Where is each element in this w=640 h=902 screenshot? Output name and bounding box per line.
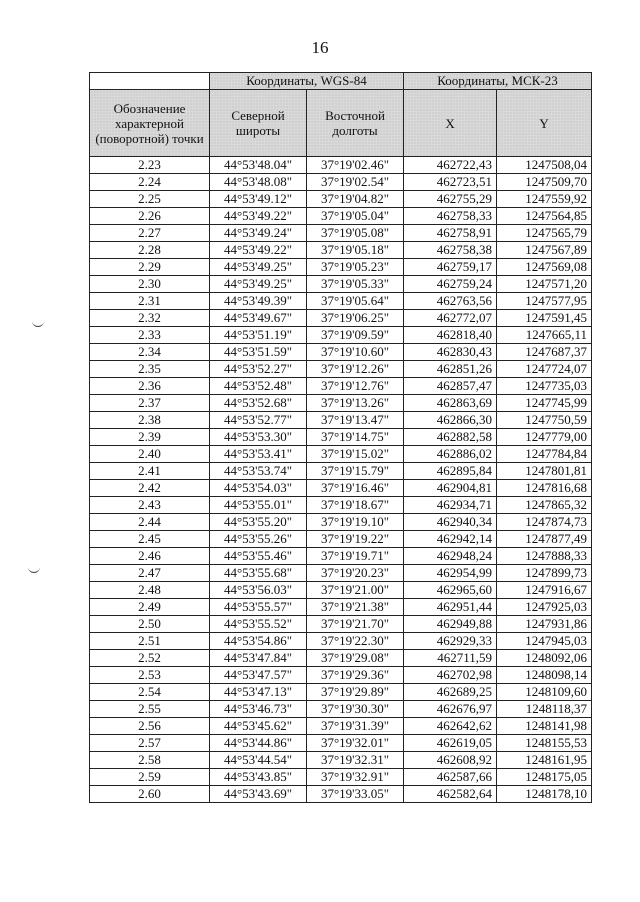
longitude-cell: 37°19'16.46": [307, 480, 404, 497]
y-cell: 1247559,92: [497, 191, 592, 208]
header-x: X: [404, 90, 497, 157]
x-cell: 462582,64: [404, 786, 497, 803]
longitude-cell: 37°19'04.82": [307, 191, 404, 208]
point-id-cell: 2.51: [90, 633, 210, 650]
x-cell: 462759,17: [404, 259, 497, 276]
y-cell: 1248092,06: [497, 650, 592, 667]
point-id-cell: 2.45: [90, 531, 210, 548]
y-cell: 1248175,05: [497, 769, 592, 786]
latitude-cell: 44°53'52.77": [210, 412, 307, 429]
x-cell: 462830,43: [404, 344, 497, 361]
latitude-cell: 44°53'55.01": [210, 497, 307, 514]
point-id-cell: 2.50: [90, 616, 210, 633]
latitude-cell: 44°53'52.27": [210, 361, 307, 378]
latitude-cell: 44°53'48.08": [210, 174, 307, 191]
latitude-cell: 44°53'52.68": [210, 395, 307, 412]
y-cell: 1247724,07: [497, 361, 592, 378]
point-id-cell: 2.57: [90, 735, 210, 752]
latitude-cell: 44°53'49.24": [210, 225, 307, 242]
x-cell: 462886,02: [404, 446, 497, 463]
header-blank-cell: [90, 73, 210, 90]
x-cell: 462758,38: [404, 242, 497, 259]
longitude-cell: 37°19'02.54": [307, 174, 404, 191]
point-id-cell: 2.55: [90, 701, 210, 718]
latitude-cell: 44°53'53.74": [210, 463, 307, 480]
binder-hole-mark: [32, 320, 44, 327]
y-cell: 1247591,45: [497, 310, 592, 327]
latitude-cell: 44°53'43.69": [210, 786, 307, 803]
latitude-cell: 44°53'49.12": [210, 191, 307, 208]
table-row: [90, 259, 592, 276]
x-cell: 462772,07: [404, 310, 497, 327]
point-id-cell: 2.54: [90, 684, 210, 701]
longitude-cell: 37°19'05.33": [307, 276, 404, 293]
header-north-latitude: Северной широты: [210, 90, 307, 157]
point-id-cell: 2.36: [90, 378, 210, 395]
point-id-cell: 2.41: [90, 463, 210, 480]
latitude-cell: 44°53'46.73": [210, 701, 307, 718]
table-row: [90, 684, 592, 701]
x-cell: 462965,60: [404, 582, 497, 599]
y-cell: 1248118,37: [497, 701, 592, 718]
point-id-cell: 2.23: [90, 157, 210, 174]
latitude-cell: 44°53'49.22": [210, 208, 307, 225]
point-id-cell: 2.49: [90, 599, 210, 616]
longitude-cell: 37°19'05.18": [307, 242, 404, 259]
y-cell: 1248098,14: [497, 667, 592, 684]
table-body: [90, 157, 592, 803]
latitude-cell: 44°53'49.25": [210, 259, 307, 276]
x-cell: 462942,14: [404, 531, 497, 548]
table-row: [90, 786, 592, 803]
x-cell: 462722,43: [404, 157, 497, 174]
header-group-msk23: Координаты, МСК-23: [404, 73, 592, 90]
point-id-cell: 2.42: [90, 480, 210, 497]
latitude-cell: 44°53'47.57": [210, 667, 307, 684]
longitude-cell: 37°19'05.64": [307, 293, 404, 310]
x-cell: 462866,30: [404, 412, 497, 429]
table-row: [90, 191, 592, 208]
point-id-cell: 2.35: [90, 361, 210, 378]
point-id-cell: 2.24: [90, 174, 210, 191]
x-cell: 462759,24: [404, 276, 497, 293]
x-cell: 462619,05: [404, 735, 497, 752]
longitude-cell: 37°19'18.67": [307, 497, 404, 514]
latitude-cell: 44°53'48.04": [210, 157, 307, 174]
longitude-cell: 37°19'19.71": [307, 548, 404, 565]
page-number: 16: [311, 38, 329, 57]
y-cell: 1247509,70: [497, 174, 592, 191]
longitude-cell: 37°19'05.23": [307, 259, 404, 276]
y-cell: 1248161,95: [497, 752, 592, 769]
x-cell: 462676,97: [404, 701, 497, 718]
coordinates-table: [89, 72, 592, 803]
binder-hole-mark: [28, 566, 40, 573]
longitude-cell: 37°19'13.26": [307, 395, 404, 412]
x-cell: 462940,34: [404, 514, 497, 531]
x-cell: 462954,99: [404, 565, 497, 582]
longitude-cell: 37°19'10.60": [307, 344, 404, 361]
point-id-cell: 2.48: [90, 582, 210, 599]
table-row: [90, 650, 592, 667]
point-id-cell: 2.26: [90, 208, 210, 225]
y-cell: 1248109,60: [497, 684, 592, 701]
longitude-cell: 37°19'05.04": [307, 208, 404, 225]
point-id-cell: 2.37: [90, 395, 210, 412]
y-cell: 1247567,89: [497, 242, 592, 259]
x-cell: 462642,62: [404, 718, 497, 735]
longitude-cell: 37°19'30.30": [307, 701, 404, 718]
latitude-cell: 44°53'55.46": [210, 548, 307, 565]
x-cell: 462951,44: [404, 599, 497, 616]
point-id-cell: 2.40: [90, 446, 210, 463]
y-cell: 1248155,53: [497, 735, 592, 752]
header-y: Y: [497, 90, 592, 157]
table-row: [90, 514, 592, 531]
x-cell: 462755,29: [404, 191, 497, 208]
y-cell: 1247750,59: [497, 412, 592, 429]
x-cell: 462818,40: [404, 327, 497, 344]
latitude-cell: 44°53'55.52": [210, 616, 307, 633]
point-id-cell: 2.53: [90, 667, 210, 684]
longitude-cell: 37°19'21.00": [307, 582, 404, 599]
longitude-cell: 37°19'02.46": [307, 157, 404, 174]
point-id-cell: 2.46: [90, 548, 210, 565]
table-row: [90, 446, 592, 463]
point-id-cell: 2.39: [90, 429, 210, 446]
longitude-cell: 37°19'13.47": [307, 412, 404, 429]
longitude-cell: 37°19'29.08": [307, 650, 404, 667]
latitude-cell: 44°53'55.20": [210, 514, 307, 531]
table-row: [90, 701, 592, 718]
latitude-cell: 44°53'56.03": [210, 582, 307, 599]
x-cell: 462934,71: [404, 497, 497, 514]
point-id-cell: 2.25: [90, 191, 210, 208]
point-id-cell: 2.43: [90, 497, 210, 514]
latitude-cell: 44°53'53.30": [210, 429, 307, 446]
point-id-cell: 2.56: [90, 718, 210, 735]
longitude-cell: 37°19'05.08": [307, 225, 404, 242]
point-id-cell: 2.44: [90, 514, 210, 531]
table-row: [90, 276, 592, 293]
x-cell: 462689,25: [404, 684, 497, 701]
point-id-cell: 2.32: [90, 310, 210, 327]
point-id-cell: 2.38: [90, 412, 210, 429]
point-id-cell: 2.28: [90, 242, 210, 259]
point-id-cell: 2.30: [90, 276, 210, 293]
table-row: [90, 463, 592, 480]
y-cell: 1248178,10: [497, 786, 592, 803]
latitude-cell: 44°53'47.13": [210, 684, 307, 701]
header-east-longitude: Восточной долготы: [307, 90, 404, 157]
header-point-designation: Обозначение характерной (поворотной) точки: [90, 90, 210, 157]
longitude-cell: 37°19'21.38": [307, 599, 404, 616]
latitude-cell: 44°53'51.59": [210, 344, 307, 361]
point-id-cell: 2.60: [90, 786, 210, 803]
point-id-cell: 2.34: [90, 344, 210, 361]
table-row: [90, 769, 592, 786]
y-cell: 1247565,79: [497, 225, 592, 242]
y-cell: 1247816,68: [497, 480, 592, 497]
y-cell: 1247564,85: [497, 208, 592, 225]
latitude-cell: 44°53'54.03": [210, 480, 307, 497]
table-row: [90, 582, 592, 599]
table-row: [90, 633, 592, 650]
table-row: [90, 429, 592, 446]
table-row: [90, 310, 592, 327]
latitude-cell: 44°53'52.48": [210, 378, 307, 395]
longitude-cell: 37°19'32.31": [307, 752, 404, 769]
latitude-cell: 44°53'53.41": [210, 446, 307, 463]
latitude-cell: 44°53'44.54": [210, 752, 307, 769]
table-row: [90, 599, 592, 616]
x-cell: 462758,33: [404, 208, 497, 225]
x-cell: 462857,47: [404, 378, 497, 395]
y-cell: 1247735,03: [497, 378, 592, 395]
longitude-cell: 37°19'15.79": [307, 463, 404, 480]
longitude-cell: 37°19'29.36": [307, 667, 404, 684]
x-cell: 462702,98: [404, 667, 497, 684]
longitude-cell: 37°19'15.02": [307, 446, 404, 463]
table-row: [90, 735, 592, 752]
latitude-cell: 44°53'55.26": [210, 531, 307, 548]
latitude-cell: 44°53'43.85": [210, 769, 307, 786]
table-row: [90, 412, 592, 429]
longitude-cell: 37°19'14.75": [307, 429, 404, 446]
x-cell: 462608,92: [404, 752, 497, 769]
y-cell: 1247888,33: [497, 548, 592, 565]
table-row: [90, 157, 592, 174]
y-cell: 1247865,32: [497, 497, 592, 514]
longitude-cell: 37°19'12.76": [307, 378, 404, 395]
latitude-cell: 44°53'51.19": [210, 327, 307, 344]
header-group-wgs84: Координаты, WGS-84: [210, 73, 404, 90]
latitude-cell: 44°53'49.22": [210, 242, 307, 259]
point-id-cell: 2.58: [90, 752, 210, 769]
longitude-cell: 37°19'33.05": [307, 786, 404, 803]
x-cell: 462758,91: [404, 225, 497, 242]
table-row: [90, 667, 592, 684]
y-cell: 1247508,04: [497, 157, 592, 174]
table-row: [90, 344, 592, 361]
table-row: [90, 395, 592, 412]
x-cell: 462587,66: [404, 769, 497, 786]
latitude-cell: 44°53'49.67": [210, 310, 307, 327]
table-row: [90, 616, 592, 633]
x-cell: 462948,24: [404, 548, 497, 565]
point-id-cell: 2.52: [90, 650, 210, 667]
latitude-cell: 44°53'49.25": [210, 276, 307, 293]
longitude-cell: 37°19'22.30": [307, 633, 404, 650]
x-cell: 462763,56: [404, 293, 497, 310]
latitude-cell: 44°53'44.86": [210, 735, 307, 752]
table-row: [90, 242, 592, 259]
longitude-cell: 37°19'19.10": [307, 514, 404, 531]
x-cell: 462882,58: [404, 429, 497, 446]
latitude-cell: 44°53'55.57": [210, 599, 307, 616]
y-cell: 1247874,73: [497, 514, 592, 531]
latitude-cell: 44°53'54.86": [210, 633, 307, 650]
table-row: [90, 497, 592, 514]
y-cell: 1247665,11: [497, 327, 592, 344]
table-row: [90, 225, 592, 242]
longitude-cell: 37°19'32.91": [307, 769, 404, 786]
point-id-cell: 2.47: [90, 565, 210, 582]
table-row: [90, 174, 592, 191]
x-cell: 462895,84: [404, 463, 497, 480]
point-id-cell: 2.31: [90, 293, 210, 310]
y-cell: 1247931,86: [497, 616, 592, 633]
point-id-cell: 2.33: [90, 327, 210, 344]
y-cell: 1248141,98: [497, 718, 592, 735]
longitude-cell: 37°19'29.89": [307, 684, 404, 701]
longitude-cell: 37°19'32.01": [307, 735, 404, 752]
x-cell: 462711,59: [404, 650, 497, 667]
point-id-cell: 2.59: [90, 769, 210, 786]
y-cell: 1247571,20: [497, 276, 592, 293]
x-cell: 462723,51: [404, 174, 497, 191]
latitude-cell: 44°53'49.39": [210, 293, 307, 310]
latitude-cell: 44°53'47.84": [210, 650, 307, 667]
y-cell: 1247899,73: [497, 565, 592, 582]
y-cell: 1247569,08: [497, 259, 592, 276]
y-cell: 1247877,49: [497, 531, 592, 548]
longitude-cell: 37°19'09.59": [307, 327, 404, 344]
longitude-cell: 37°19'20.23": [307, 565, 404, 582]
table-row: [90, 718, 592, 735]
y-cell: 1247687,37: [497, 344, 592, 361]
y-cell: 1247784,84: [497, 446, 592, 463]
y-cell: 1247916,67: [497, 582, 592, 599]
longitude-cell: 37°19'06.25": [307, 310, 404, 327]
longitude-cell: 37°19'12.26": [307, 361, 404, 378]
x-cell: 462863,69: [404, 395, 497, 412]
latitude-cell: 44°53'55.68": [210, 565, 307, 582]
table-row: [90, 531, 592, 548]
y-cell: 1247745,99: [497, 395, 592, 412]
y-cell: 1247945,03: [497, 633, 592, 650]
table-row: [90, 361, 592, 378]
y-cell: 1247925,03: [497, 599, 592, 616]
longitude-cell: 37°19'21.70": [307, 616, 404, 633]
table-row: [90, 548, 592, 565]
x-cell: 462904,81: [404, 480, 497, 497]
latitude-cell: 44°53'45.62": [210, 718, 307, 735]
table-row: [90, 752, 592, 769]
longitude-cell: 37°19'19.22": [307, 531, 404, 548]
table-row: [90, 480, 592, 497]
point-id-cell: 2.29: [90, 259, 210, 276]
x-cell: 462929,33: [404, 633, 497, 650]
point-id-cell: 2.27: [90, 225, 210, 242]
table-row: [90, 378, 592, 395]
table-row: [90, 327, 592, 344]
x-cell: 462949,88: [404, 616, 497, 633]
table-row: [90, 293, 592, 310]
y-cell: 1247779,00: [497, 429, 592, 446]
y-cell: 1247577,95: [497, 293, 592, 310]
y-cell: 1247801,81: [497, 463, 592, 480]
table-row: [90, 208, 592, 225]
x-cell: 462851,26: [404, 361, 497, 378]
longitude-cell: 37°19'31.39": [307, 718, 404, 735]
table-row: [90, 565, 592, 582]
